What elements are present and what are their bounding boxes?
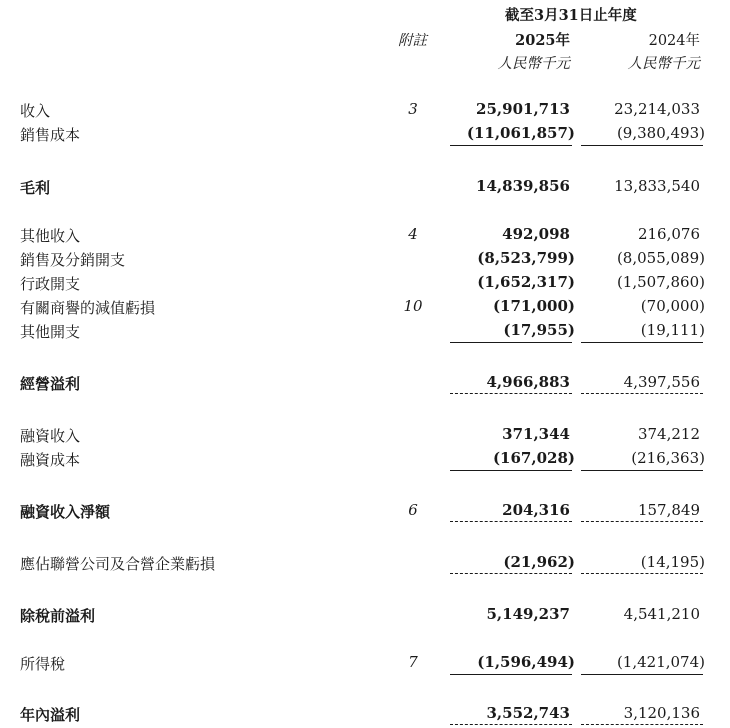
underline-2025 (450, 674, 572, 675)
row-label: 有關商譽的減值虧損 (20, 299, 156, 317)
row-label: 銷售及分銷開支 (20, 251, 126, 269)
row-label: 年內溢利 (20, 706, 81, 724)
row-label: 融資成本 (20, 451, 81, 469)
row-value-2025: (167,028) (492, 449, 575, 467)
note-column-heading: 附註 (398, 33, 427, 49)
row-label: 除稅前溢利 (20, 607, 96, 625)
row-value-2025: (8,523,799) (477, 249, 575, 267)
row-value-2024: 13,833,540 (614, 177, 700, 195)
dotted-line-2025 (450, 573, 572, 574)
row-note: 6 (408, 501, 418, 519)
dotted-line-2024 (581, 521, 703, 522)
row-value-2025: (21,962) (503, 553, 575, 571)
row-label: 經營溢利 (20, 375, 81, 393)
underline-2025 (450, 342, 572, 343)
row-value-2025: (1,652,317) (477, 273, 575, 291)
row-label: 其他開支 (20, 323, 81, 341)
unit-2025-heading: 人民幣千元 (497, 56, 570, 72)
row-value-2025: (171,000) (492, 297, 575, 315)
row-value-2024: 4,397,556 (623, 373, 700, 391)
row-value-2024: (1,421,074) (616, 653, 705, 671)
row-value-2024: 374,212 (637, 425, 700, 443)
row-label: 應佔聯營公司及合營企業虧損 (20, 555, 216, 573)
row-value-2024: (14,195) (640, 553, 705, 571)
underline-2024 (581, 470, 703, 471)
row-value-2024: (70,000) (640, 297, 705, 315)
row-label: 收入 (20, 102, 51, 120)
row-label: 融資收入淨額 (20, 503, 111, 521)
row-value-2024: (1,507,860) (616, 273, 705, 291)
row-value-2024: (216,363) (631, 449, 705, 467)
underline-2024 (581, 342, 703, 343)
row-value-2025: (17,955) (503, 321, 575, 339)
row-value-2024: 157,849 (637, 501, 700, 519)
row-value-2025: (1,596,494) (477, 653, 575, 671)
row-value-2024: (9,380,493) (616, 124, 705, 142)
row-value-2025: 4,966,883 (486, 373, 570, 391)
dotted-line-2024 (581, 393, 703, 394)
row-note: 7 (408, 653, 418, 671)
period-heading: 截至3月31日止年度 (505, 7, 637, 24)
row-value-2025: 25,901,713 (476, 100, 570, 118)
year-2024-heading: 2024年 (648, 33, 700, 49)
dotted-line-2025 (450, 724, 572, 725)
row-value-2024: 216,076 (637, 225, 700, 243)
row-note: 3 (408, 100, 418, 118)
row-value-2024: 3,120,136 (623, 704, 700, 722)
dotted-line-2025 (450, 521, 572, 522)
row-value-2025: 204,316 (502, 501, 570, 519)
underline-2025 (450, 470, 572, 471)
row-value-2024: 23,214,033 (614, 100, 700, 118)
row-value-2024: (19,111) (640, 321, 705, 339)
row-value-2025: 371,344 (502, 425, 570, 443)
dotted-line-2025 (450, 393, 572, 394)
row-value-2025: 492,098 (502, 225, 570, 243)
row-note: 4 (408, 225, 418, 243)
row-value-2025: 3,552,743 (486, 704, 570, 722)
row-value-2024: (8,055,089) (616, 249, 705, 267)
underline-2024 (581, 674, 703, 675)
row-value-2025: (11,061,857) (466, 124, 575, 142)
row-value-2025: 14,839,856 (476, 177, 570, 195)
row-label: 毛利 (20, 179, 51, 197)
year-2025-heading: 2025年 (515, 32, 570, 49)
row-label: 其他收入 (20, 227, 81, 245)
unit-2024-heading: 人民幣千元 (627, 56, 700, 72)
dotted-line-2024 (581, 724, 703, 725)
dotted-line-2024 (581, 573, 703, 574)
row-label: 銷售成本 (20, 126, 81, 144)
row-value-2024: 4,541,210 (623, 605, 700, 623)
underline-2025 (450, 145, 572, 146)
row-label: 所得稅 (20, 655, 66, 673)
row-value-2025: 5,149,237 (486, 605, 570, 623)
row-label: 行政開支 (20, 275, 81, 293)
row-label: 融資收入 (20, 427, 81, 445)
row-note: 10 (403, 297, 423, 315)
underline-2024 (581, 145, 703, 146)
